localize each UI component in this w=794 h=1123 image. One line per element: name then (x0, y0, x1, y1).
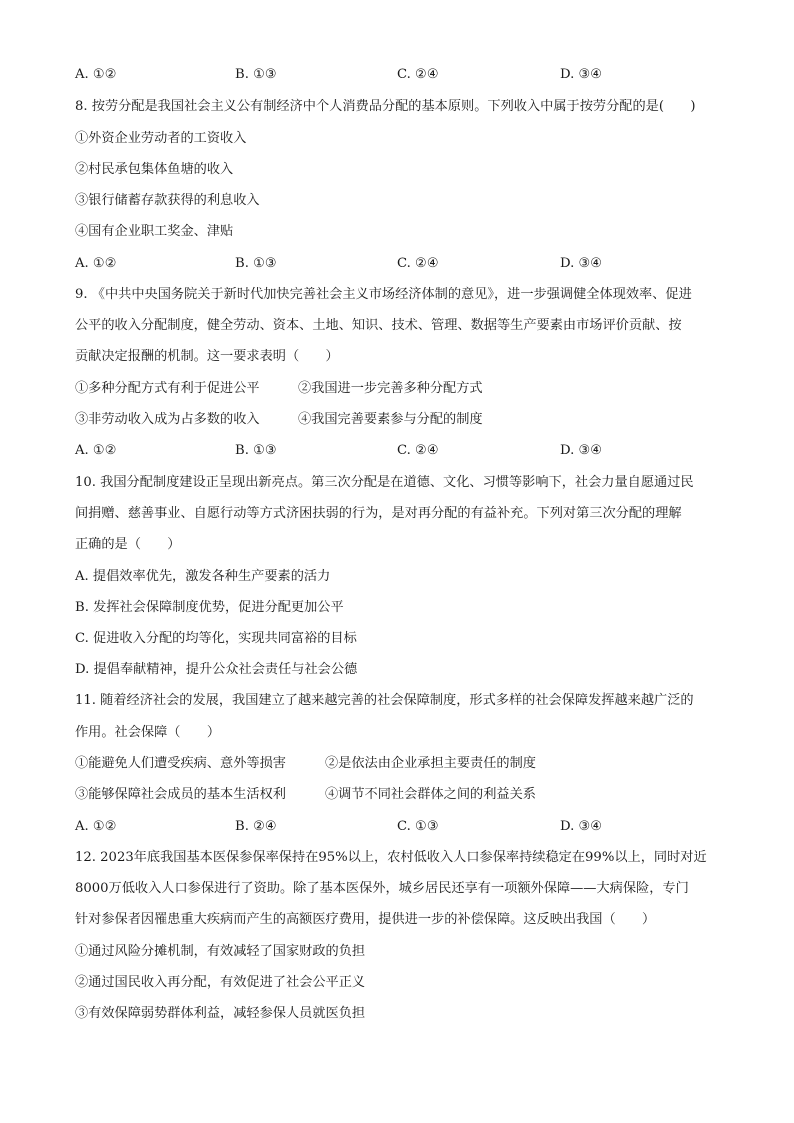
option-b: B. ①③ (235, 67, 277, 82)
q9-options (75, 443, 715, 459)
q8-item-3: ③银行储蓄存款获得的利息收入 (75, 193, 260, 208)
q8-options (75, 256, 715, 272)
option-a: A. ①② (75, 256, 117, 271)
q12-item-2: ②通过国民收入再分配，有效促进了社会公平正义 (75, 975, 366, 990)
q12-stem-line-1: 12. 2023年底我国基本医保参保率保持在95%以上，农村低收入人口参保率持续稳定在99%以上，同时对近 (75, 850, 707, 865)
option-d: D. ③④ (560, 67, 603, 82)
option-c: C. ②④ (397, 67, 439, 82)
q7-options (75, 67, 715, 83)
q10-stem-line-2: 间捐赠、慈善事业、自愿行动等方式济困扶弱的行为，是对再分配的有益补充。下列对第三次分配的理解 (75, 506, 682, 521)
q12-item-3: ③有效保障弱势群体利益，减轻参保人员就医负担 (75, 1006, 366, 1021)
option-c: C. ②④ (397, 443, 439, 458)
q9-stem-line-3: 贡献决定报酬的机制。这一要求表明（ ） (75, 349, 339, 364)
q10-choice-d: D. 提倡奉献精神，提升公众社会责任与社会公德 (75, 662, 358, 677)
option-a: A. ①② (75, 819, 117, 834)
q12-stem-line-2: 8000万低收入人口参保进行了资助。除了基本医保外，城乡居民还享有一项额外保障——大病保险，专门 (75, 881, 689, 896)
q11-item-2: ②是依法由企业承担主要责任的制度 (325, 756, 536, 771)
q10-choice-c: C. 促进收入分配的均等化，实现共同富裕的目标 (75, 631, 357, 646)
option-b: B. ②④ (235, 819, 277, 834)
option-d: D. ③④ (560, 819, 603, 834)
option-a: A. ①② (75, 443, 117, 458)
option-d: D. ③④ (560, 256, 603, 271)
q9-item-4: ④我国完善要素参与分配的制度 (298, 412, 483, 427)
option-b: B. ①③ (235, 256, 277, 271)
q11-stem-line-1: 11. 随着经济社会的发展，我国建立了越来越完善的社会保障制度，形式多样的社会保障发挥越来越广泛的 (75, 693, 694, 708)
q9-stem-line-1: 9. 《中共中央国务院关于新时代加快完善社会主义市场经济体制的意见》，进一步强调健全体现效率、促进 (75, 287, 692, 302)
q11-item-1: ①能避免人们遭受疾病、意外等损害 (75, 756, 286, 771)
q11-item-3: ③能够保障社会成员的基本生活权利 (75, 787, 286, 802)
option-c: C. ②④ (397, 256, 439, 271)
q11-stem-line-2: 作用。社会保障（ ） (75, 725, 221, 740)
q10-stem-line-1: 10. 我国分配制度建设正呈现出新亮点。第三次分配是在道德、文化、习惯等影响下，社会力量自愿通过民 (75, 475, 694, 490)
q9-item-1: ①多种分配方式有利于促进公平 (75, 381, 260, 396)
q10-choice-b: B. 发挥社会保障制度优势，促进分配更加公平 (75, 600, 344, 615)
option-d: D. ③④ (560, 443, 603, 458)
option-a: A. ①② (75, 67, 117, 82)
q10-stem-line-3: 正确的是（ ） (75, 537, 181, 552)
q9-stem-line-2: 公平的收入分配制度，健全劳动、资本、土地、知识、技术、管理、数据等生产要素由市场评价贡献、按 (75, 318, 682, 333)
q11-item-4: ④调节不同社会群体之间的利益关系 (325, 787, 536, 802)
q8-stem: 8. 按劳分配是我国社会主义公有制经济中个人消费品分配的基本原则。下列收入中属于按劳分配的是( ) (75, 99, 696, 114)
q12-item-1: ①通过风险分摊机制，有效减轻了国家财政的负担 (75, 944, 366, 959)
q11-options (75, 819, 715, 835)
option-b: B. ①③ (235, 443, 277, 458)
q10-choice-a: A. 提倡效率优先，激发各种生产要素的活力 (75, 569, 331, 584)
q12-stem-line-3: 针对参保者因罹患重大疾病而产生的高额医疗费用，提供进一步的补偿保障。这反映出我国（ ） (75, 912, 656, 927)
q9-item-3: ③非劳动收入成为占多数的收入 (75, 412, 260, 427)
option-c: C. ①③ (397, 819, 439, 834)
q8-item-2: ②村民承包集体鱼塘的收入 (75, 162, 234, 177)
q8-item-4: ④国有企业职工奖金、津贴 (75, 224, 234, 239)
q9-item-2: ②我国进一步完善多种分配方式 (298, 381, 483, 396)
q8-item-1: ①外资企业劳动者的工资收入 (75, 131, 247, 146)
